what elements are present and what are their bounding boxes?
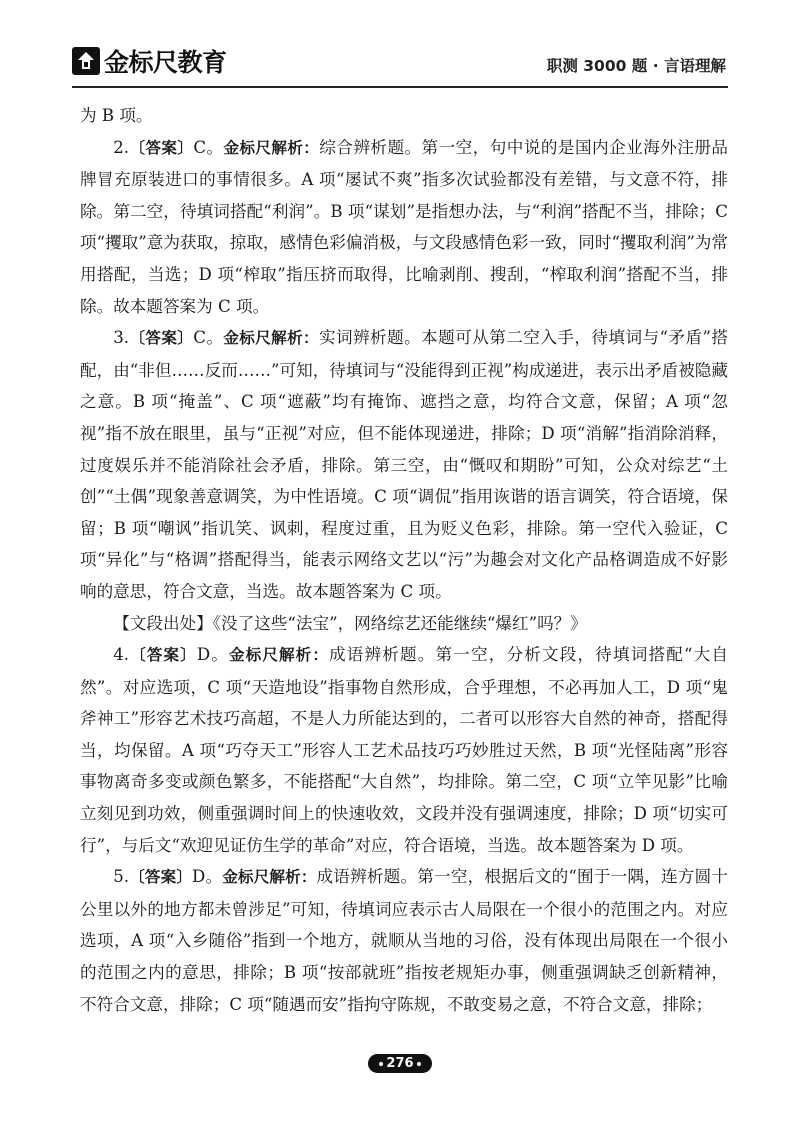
analysis-text: 成语辨析题。第一空，分析文段，待填词搭配“大自然”。对应选项，C 项“天造地设”指事物自然形成，合乎理想，不必再加人工，D 项“鬼斧神工”形容艺术技巧高超，不是人力所能达到的，二者可以形容大自然的神奇，搭配得当，均保留。A 项“巧夺天工”形容人工艺术品技巧巧妙胜过天然，B 项“光怪陆离”形容事物离奇多变或颜色繁多，不能搭配“大自然”，均排除。第二空，C 项“立竿见影”比喻立刻见到功效，侧重强调时间上的快速收效，文段并没有强调速度，排除；D 项“切实可行”，与后文“欢迎见证仿生学的革命”对应，符合语境，当选。故本题答案为 D 项。 xyxy=(80,645,728,855)
question-number: 5. xyxy=(113,867,130,887)
analysis-label: 金标尺解析： xyxy=(223,329,319,348)
page-number-text: 276 xyxy=(386,1056,414,1071)
book-title: 职测 3000 题 · 言语理解 xyxy=(546,57,726,75)
analysis-label: 金标尺解析： xyxy=(223,138,320,157)
answer-letter: D。 xyxy=(196,645,230,665)
paragraph-continuation: 为 B 项。 xyxy=(80,106,153,125)
ruler-logo-icon xyxy=(72,47,100,75)
question-number: 4. xyxy=(113,645,130,665)
page-header xyxy=(72,40,728,88)
answer-tag: 〔答案〕 xyxy=(129,646,197,665)
answer-tag: 〔答案〕 xyxy=(129,868,193,887)
page-number xyxy=(0,1052,800,1073)
answer-tag: 〔答案〕 xyxy=(129,138,194,157)
question-4-answer xyxy=(80,639,728,861)
analysis-label: 金标尺解析： xyxy=(229,646,329,665)
question-3-answer xyxy=(80,322,728,607)
analysis-text: 成语辨析题。第一空，根据后文的“囿于一隅，连方圆十公里以外的地方都未曾涉足”可知，待填词应表示古人局限在一个很小的范围之内。对应选项，A 项“入乡随俗”指到一个地方，就顺从当地的习俗，没有体现出局限在一个很小的范围之内的意思，排除；B 项“按部就班”指按老规矩办事，侧重强调缺乏创新精神，不符合文意，排除；C 项“随遇而安”指拘守陈规，不敢变易之意，不符合文意，排除； xyxy=(80,867,728,1014)
question-5-answer xyxy=(80,861,728,1020)
page-body xyxy=(80,100,728,1020)
question-2-answer xyxy=(80,132,728,323)
page-number-badge xyxy=(368,1054,431,1073)
answer-letter: C。 xyxy=(193,137,224,157)
analysis-label: 金标尺解析： xyxy=(222,868,317,887)
logo-text: 金标尺教育 xyxy=(104,48,227,77)
analysis-text: 综合辨析题。第一空，句中说的是国内企业海外注册品牌冒充原装进口的事情很多。A 项“屡试不爽”指多次试验都没有差错，与文意不符，排除。第二空，待填词搭配“利润”。B 项“谋划”是指想办法，与“利润”搭配不当，排除；C 项“攫取”意为获取，掠取，感情色彩偏消极，与文段感情色彩一致，同时“攫取利润”为常用搭配，当选；D 项“榨取”指压挤而取得，比喻剥削、搜刮，“榨取利润”搭配不当，排除。故本题答案为 C 项。 xyxy=(80,137,728,316)
answer-letter: C。 xyxy=(193,328,224,348)
brand-logo xyxy=(72,46,227,76)
answer-letter: D。 xyxy=(192,867,223,887)
analysis-text: 实词辨析题。本题可从第二空入手，待填词与“矛盾”搭配，由“非但……反而……”可知，待填词与“没能得到正视”构成递进，表示出矛盾被隐藏之意。B 项“掩盖”、C 项“遮蔽”均有掩饰、遮挡之意，均符合文意，保留；A 项“忽视”指不放在眼里，虽与“正视”对应，但不能体现递进，排除；D 项“消解”指消除消释，过度娱乐并不能消除社会矛盾，排除。第三空，由“慨叹和期盼”可知，公众对综艺“土创”“土偶”现象善意调笑，为中性语境。C 项“调侃”指用诙谐的语言调笑，符合语境，保留；B 项“嘲讽”指讥笑、讽刺，程度过重，且为贬义色彩，排除。第一空代入验证，C 项“异化”与“格调”搭配得当，能表示网络文艺以“污”为趣会对文化产品格调造成不好影响的意思，符合文意，当选。故本题答案为 C 项。 xyxy=(80,328,728,601)
question-number: 3. xyxy=(113,328,130,348)
source-citation: 【文段出处】《没了这些“法宝”，网络综艺还能继续“爆红”吗？》 xyxy=(113,613,587,633)
question-number: 2. xyxy=(113,137,130,157)
answer-tag: 〔答案〕 xyxy=(129,329,194,348)
